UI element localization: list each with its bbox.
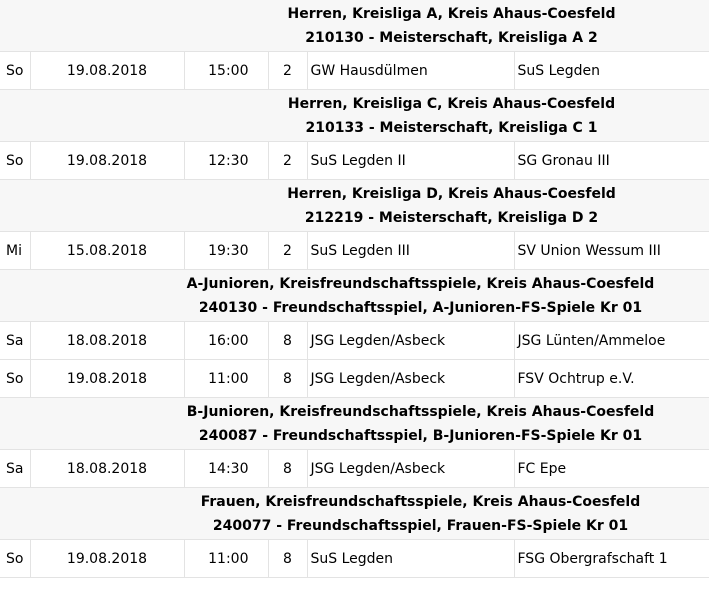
match-date: 15.08.2018 (30, 232, 184, 270)
match-row (0, 360, 709, 398)
competition-title: 212219 - Meisterschaft, Kreisliga D 2 (304, 210, 599, 226)
group-header-row (0, 270, 709, 322)
group-header-row (0, 398, 709, 450)
match-date: 18.08.2018 (30, 322, 184, 360)
match-time: 12:30 (184, 142, 268, 180)
league-title: Herren, Kreisliga C, Kreis Ahaus-Coesfeld (287, 96, 616, 112)
home-team: JSG Legden/Asbeck (307, 322, 514, 360)
home-team: SuS Legden III (307, 232, 514, 270)
competition-title: 210130 - Meisterschaft, Kreisliga A 2 (305, 30, 598, 46)
group-header (0, 90, 709, 142)
home-team: JSG Legden/Asbeck (307, 360, 514, 398)
match-date: 19.08.2018 (30, 360, 184, 398)
match-date: 19.08.2018 (30, 540, 184, 578)
league-title: Frauen, Kreisfreundschaftsspiele, Kreis Ahaus-Coesfeld (200, 494, 641, 510)
competition-title: 240130 - Freundschaftsspiel, A-Junioren-FS-Spiele Kr 01 (198, 300, 643, 316)
match-category: 2 (268, 232, 307, 270)
group-header (0, 180, 709, 232)
away-team: SuS Legden (514, 52, 709, 90)
match-date: 19.08.2018 (30, 142, 184, 180)
match-category: 8 (268, 322, 307, 360)
competition-title: 240077 - Freundschaftsspiel, Frauen-FS-Spiele Kr 01 (212, 518, 629, 534)
match-category: 2 (268, 142, 307, 180)
match-time: 19:30 (184, 232, 268, 270)
group-header (0, 488, 709, 540)
league-title: Herren, Kreisliga A, Kreis Ahaus-Coesfeld (287, 6, 616, 22)
match-category: 8 (268, 540, 307, 578)
match-date: 18.08.2018 (30, 450, 184, 488)
league-title: B-Junioren, Kreisfreundschaftsspiele, Kreis Ahaus-Coesfeld (186, 404, 655, 420)
match-weekday: So (0, 540, 30, 578)
away-team: SG Gronau III (514, 142, 709, 180)
match-time: 15:00 (184, 52, 268, 90)
match-row (0, 52, 709, 90)
match-row (0, 450, 709, 488)
competition-title: 210133 - Meisterschaft, Kreisliga C 1 (305, 120, 598, 136)
match-weekday: So (0, 360, 30, 398)
group-header-row (0, 0, 709, 52)
group-header-row (0, 90, 709, 142)
group-header-row (0, 180, 709, 232)
league-title: Herren, Kreisliga D, Kreis Ahaus-Coesfeld (287, 186, 616, 202)
away-team: FSG Obergrafschaft 1 (514, 540, 709, 578)
league-title: A-Junioren, Kreisfreundschaftsspiele, Kreis Ahaus-Coesfeld (186, 276, 655, 292)
group-header-row (0, 488, 709, 540)
home-team: JSG Legden/Asbeck (307, 450, 514, 488)
competition-title: 240087 - Freundschaftsspiel, B-Junioren-FS-Spiele Kr 01 (198, 428, 643, 444)
home-team: SuS Legden (307, 540, 514, 578)
away-team: FSV Ochtrup e.V. (514, 360, 709, 398)
match-category: 8 (268, 360, 307, 398)
away-team: SV Union Wessum III (514, 232, 709, 270)
match-row (0, 232, 709, 270)
match-weekday: Sa (0, 450, 30, 488)
away-team: JSG Lünten/Ammeloe (514, 322, 709, 360)
match-row (0, 540, 709, 578)
home-team: SuS Legden II (307, 142, 514, 180)
match-time: 11:00 (184, 360, 268, 398)
home-team: GW Hausdülmen (307, 52, 514, 90)
match-category: 8 (268, 450, 307, 488)
match-weekday: So (0, 142, 30, 180)
match-date: 19.08.2018 (30, 52, 184, 90)
group-header (0, 270, 709, 322)
away-team: FC Epe (514, 450, 709, 488)
group-header (0, 398, 709, 450)
match-row (0, 322, 709, 360)
match-weekday: Sa (0, 322, 30, 360)
match-weekday: So (0, 52, 30, 90)
match-row (0, 142, 709, 180)
match-time: 11:00 (184, 540, 268, 578)
match-time: 14:30 (184, 450, 268, 488)
match-time: 16:00 (184, 322, 268, 360)
group-header (0, 0, 709, 52)
match-category: 2 (268, 52, 307, 90)
match-weekday: Mi (0, 232, 30, 270)
